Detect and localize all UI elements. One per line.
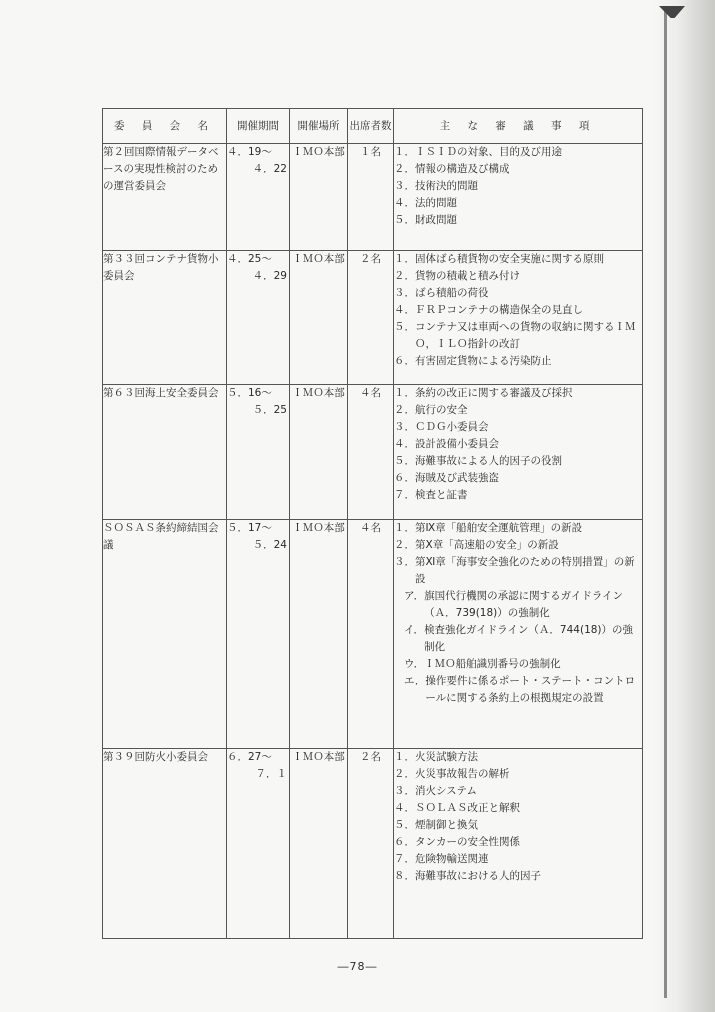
period-start: ５．16～ <box>227 387 272 399</box>
meeting-place: ＩＭＯ本部 <box>290 251 348 385</box>
topic-number: ６． <box>394 836 415 848</box>
topic-item <box>394 436 642 453</box>
topic-number: １． <box>394 522 415 534</box>
topic-item <box>394 673 642 707</box>
attendee-count: ４名 <box>348 520 394 749</box>
topic-item <box>394 656 642 673</box>
topic-number: ５． <box>394 455 415 467</box>
topic-number: １． <box>394 387 415 399</box>
meeting-place: ＩＭＯ本部 <box>290 520 348 749</box>
topic-item <box>394 622 642 656</box>
period-end: ７．１ <box>255 768 287 780</box>
header-place: 開催場所 <box>290 109 348 144</box>
topic-item <box>394 353 642 370</box>
topic-number: ５． <box>394 214 415 226</box>
topic-item <box>394 285 642 302</box>
table-row <box>103 144 643 251</box>
topic-item <box>394 851 642 868</box>
attendee-count: ２名 <box>348 251 394 385</box>
topic-text: 海難事故における人的因子 <box>415 870 541 882</box>
topic-item <box>394 783 642 800</box>
topic-number: エ． <box>404 675 426 687</box>
topic-item <box>394 319 642 353</box>
topic-item <box>394 817 642 834</box>
scan-page-edge <box>653 0 715 1012</box>
attendee-count: １名 <box>348 144 394 251</box>
period-end: ５．25 <box>252 404 287 416</box>
topic-number: ７． <box>394 489 415 501</box>
topic-item <box>394 834 642 851</box>
topic-text: 検査と証書 <box>415 489 468 501</box>
topic-text: 操作要件に係るポート・ステート・コントロールに関する条約上の根拠規定の設置 <box>425 675 636 704</box>
committee-name: 第６３回海上安全委員会 <box>103 385 227 520</box>
table-row <box>103 520 643 749</box>
topic-item <box>394 385 642 402</box>
topic-number: ウ． <box>404 658 425 670</box>
topic-number: ２． <box>394 539 415 551</box>
topic-item <box>394 766 642 783</box>
period-start: ４．25～ <box>227 253 272 265</box>
topic-text: 財政問題 <box>415 214 457 226</box>
meeting-place: ＩＭＯ本部 <box>290 144 348 251</box>
period-end: ５．24 <box>252 539 287 551</box>
topics-cell <box>394 520 643 749</box>
topic-text: 固体ばら積貨物の安全実施に関する原則 <box>415 253 604 265</box>
binding-clip-mark <box>659 6 685 18</box>
topic-number: １． <box>394 751 415 763</box>
topic-item <box>394 161 642 178</box>
table-row <box>103 251 643 385</box>
topic-text: 火災事故報告の解析 <box>415 768 510 780</box>
topic-number: ３． <box>394 556 415 568</box>
topic-item <box>394 453 642 470</box>
topic-item <box>394 251 642 268</box>
topics-cell <box>394 749 643 939</box>
topic-item <box>394 302 642 319</box>
topics-cell <box>394 385 643 520</box>
topic-number: イ． <box>404 624 425 636</box>
topic-item <box>394 537 642 554</box>
topic-item <box>394 588 642 622</box>
topic-number: ４． <box>394 802 415 814</box>
topic-text: 消火システム <box>415 785 477 797</box>
topic-number: ３． <box>394 180 415 192</box>
topic-number: ６． <box>394 472 415 484</box>
binding-line <box>664 8 667 998</box>
topic-number: ４． <box>394 197 415 209</box>
topic-item <box>394 487 642 504</box>
topic-text: 貨物の積載と積み付け <box>415 270 520 282</box>
meeting-place: ＩＭＯ本部 <box>290 385 348 520</box>
period-cell <box>227 520 290 749</box>
topic-number: ３． <box>394 287 415 299</box>
page-number: ―78― <box>337 960 378 973</box>
topic-number: ４． <box>394 438 415 450</box>
topic-item <box>394 402 642 419</box>
table-header-row <box>103 109 643 144</box>
committee-name: ＳＯＳＡＳ条約締結国会議 <box>103 520 227 749</box>
topic-number: １． <box>394 146 415 158</box>
topics-cell <box>394 251 643 385</box>
topic-text: ＳＯＬＡＳ改正と解釈 <box>415 802 520 814</box>
period-end: ４．22 <box>252 163 287 175</box>
topic-number: ２． <box>394 768 415 780</box>
topic-text: 有害固定貨物による汚染防止 <box>415 355 552 367</box>
topic-text: 海賊及び武装強盗 <box>415 472 499 484</box>
topic-text: 設計設備小委員会 <box>415 438 499 450</box>
topic-number: ２． <box>394 163 415 175</box>
topic-text: 検査強化ガイドライン（Ａ．744(18)）の強制化 <box>424 624 634 653</box>
topic-item <box>394 868 642 885</box>
topic-item <box>394 195 642 212</box>
topic-text: 第Ⅹ章「高速船の安全」の新設 <box>415 539 559 551</box>
period-start: ６．27～ <box>227 751 272 763</box>
committee-name: 第２回国際情報データベースの実現性検討のための運営委員会 <box>103 144 227 251</box>
topic-number: ２． <box>394 404 415 416</box>
table-row <box>103 385 643 520</box>
topic-number: ３． <box>394 785 415 797</box>
topics-cell <box>394 144 643 251</box>
topic-text: 煙制御と換気 <box>415 819 478 831</box>
period-cell <box>227 144 290 251</box>
topic-text: 火災試験方法 <box>415 751 478 763</box>
attendee-count: ４名 <box>348 385 394 520</box>
committee-name: 第３９回防火小委員会 <box>103 749 227 939</box>
topic-number: ７． <box>394 853 415 865</box>
header-attendees: 出席者数 <box>348 109 394 144</box>
topic-text: 情報の構造及び構成 <box>415 163 510 175</box>
topic-item <box>394 470 642 487</box>
period-end: ４．29 <box>252 270 287 282</box>
header-topics: 主 な 審 議 事 項 <box>394 109 643 144</box>
committee-name: 第３３回コンテナ貨物小委員会 <box>103 251 227 385</box>
topic-item <box>394 268 642 285</box>
topic-text: ＦＲＰコンテナの構造保全の見直し <box>415 304 583 316</box>
period-cell <box>227 749 290 939</box>
topic-item <box>394 419 642 436</box>
topic-number: ５． <box>394 321 415 333</box>
attendee-count: ２名 <box>348 749 394 939</box>
topic-number: ア． <box>404 590 425 602</box>
topic-number: ８． <box>394 870 415 882</box>
topic-text: ＩＭＯ船舶識別番号の強制化 <box>424 658 561 670</box>
topic-item <box>394 144 642 161</box>
topic-number: １． <box>394 253 415 265</box>
topic-item <box>394 212 642 229</box>
period-start: ５．17～ <box>227 522 272 534</box>
topic-text: 法的問題 <box>415 197 457 209</box>
topic-text: ばら積船の荷役 <box>415 287 489 299</box>
topic-number: ５． <box>394 819 415 831</box>
meeting-place: ＩＭＯ本部 <box>290 749 348 939</box>
topic-text: 第Ⅺ章「海事安全強化のための特別措置」の新設 <box>415 556 635 585</box>
committee-table <box>102 108 643 939</box>
topic-number: ２． <box>394 270 415 282</box>
period-start: ４．19～ <box>227 146 272 158</box>
topic-text: 条約の改正に関する審議及び採択 <box>415 387 573 399</box>
header-period: 開催期間 <box>227 109 290 144</box>
topic-item <box>394 554 642 588</box>
header-committee: 委 員 会 名 <box>103 109 227 144</box>
period-cell <box>227 251 290 385</box>
topic-number: ４． <box>394 304 415 316</box>
table-row <box>103 749 643 939</box>
topic-text: ＣＤＧ小委員会 <box>415 421 489 433</box>
topic-number: ６． <box>394 355 415 367</box>
topic-text: 危険物輸送関連 <box>415 853 489 865</box>
topic-text: ＩＳＩＤの対象、目的及び用途 <box>415 146 562 158</box>
topic-text: 航行の安全 <box>415 404 468 416</box>
topic-text: 旗国代行機関の承認に関するガイドライン（Ａ．739(18)）の強制化 <box>424 590 624 619</box>
topic-text: 海難事故による人的因子の役割 <box>415 455 562 467</box>
topic-text: コンテナ又は車両への貨物の収納に関するＩＭＯ，ＩＬＯ指針の改訂 <box>415 321 636 350</box>
topic-item <box>394 800 642 817</box>
topic-item <box>394 520 642 537</box>
topic-text: 第Ⅸ章「船舶安全運航管理」の新設 <box>415 522 583 534</box>
topic-item <box>394 178 642 195</box>
topic-text: タンカーの安全性関係 <box>415 836 520 848</box>
topic-number: ３． <box>394 421 415 433</box>
topic-text: 技術決的問題 <box>415 180 478 192</box>
topic-item <box>394 749 642 766</box>
period-cell <box>227 385 290 520</box>
